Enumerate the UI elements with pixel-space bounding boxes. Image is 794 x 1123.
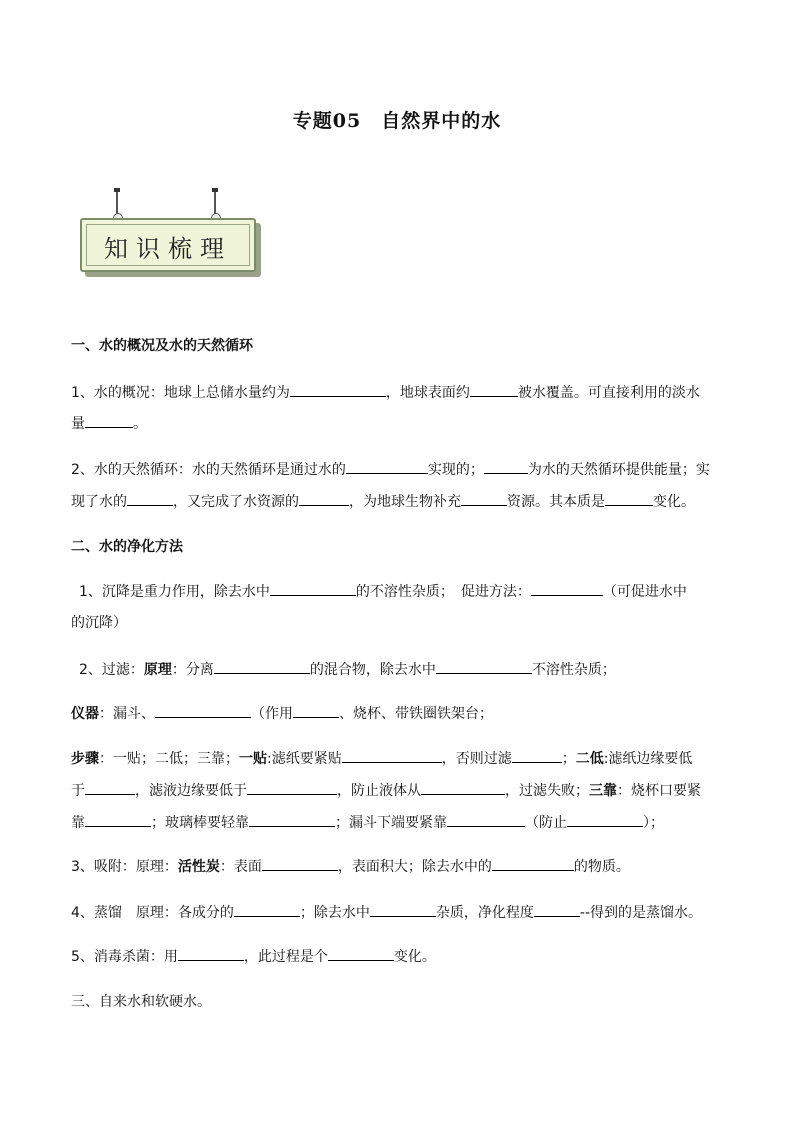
blank — [178, 948, 244, 961]
sign-hook-left — [116, 190, 118, 220]
purify-3: 3、吸附：原理：活性炭：表面 ，表面积大；除去水中的 的物质。 — [71, 859, 630, 875]
blank — [436, 661, 532, 674]
blank — [262, 858, 338, 871]
blank — [270, 583, 356, 596]
blank — [328, 948, 394, 961]
paragraph-2: 2、水的天然循环：水的天然循环是通过水的 实现的； 为水的天然循环提供能量；实 — [71, 462, 710, 478]
purify-1-cont: 的沉降） — [71, 615, 127, 631]
section-3-heading: 三、自来水和软硬水。 — [71, 994, 211, 1010]
blank — [346, 461, 428, 474]
purify-4: 4、蒸馏 原理：各成分的 ；除去水中 杂质，净化程度 --得到的是蒸馏水。 — [71, 905, 703, 921]
page-title: 专题05 自然界中的水 — [292, 110, 502, 132]
blank — [447, 814, 525, 827]
purify-1: 1、沉降是重力作用，除去水中 的不溶性杂质； 促进方法： （可促进水中 — [79, 584, 687, 600]
blank — [234, 904, 300, 917]
blank — [605, 493, 653, 506]
paragraph-2-cont: 现了水的 ，又完成了水资源的 ，为地球生物补充 资源。其本质是 变化。 — [71, 494, 695, 510]
sign-board — [80, 218, 256, 272]
steps-line-2: 于 ，滤液边缘要低于 ，防止液体从 ，过滤失败；三靠：烧杯口要紧 — [71, 783, 701, 799]
blank — [531, 583, 603, 596]
blank — [461, 493, 507, 506]
blank — [85, 814, 151, 827]
blank — [534, 904, 580, 917]
blank — [470, 384, 518, 397]
purify-5: 5、消毒杀菌：用 ，此过程是个 变化。 — [71, 949, 436, 965]
blank — [155, 705, 251, 718]
blank — [290, 384, 386, 397]
blank — [299, 493, 349, 506]
blank — [247, 782, 337, 795]
sign-text: 知识梳理 — [104, 235, 232, 263]
section-1-heading: 一、水的概况及水的天然循环 — [71, 338, 253, 354]
steps-line-3: 靠 ；玻璃棒要轻靠 ；漏斗下端要紧靠 （防止 ）； — [71, 815, 664, 831]
sign-hook-right — [214, 190, 216, 220]
blank — [512, 750, 562, 763]
blank — [127, 493, 173, 506]
blank — [421, 782, 505, 795]
blank — [85, 415, 133, 428]
blank — [249, 814, 335, 827]
blank — [214, 661, 310, 674]
instruments-line: 仪器：漏斗、 （作用 、烧杯、带铁圈铁架台； — [71, 706, 493, 722]
paragraph-1-cont: 量 。 — [71, 416, 147, 432]
blank — [484, 461, 528, 474]
paragraph-1: 1、水的概况：地球上总储水量约为 ，地球表面约 被水覆盖。可直接利用的淡水 — [71, 385, 700, 401]
steps-line-1: 步骤：一贴；二低；三靠；一贴:滤纸要紧贴 ，否则过滤 ；二低:滤纸边缘要低 — [71, 751, 693, 767]
blank — [342, 750, 442, 763]
section-2-heading: 二、水的净化方法 — [71, 539, 183, 555]
purify-2: 2、过滤：原理：分离 的混合物，除去水中 不溶性杂质； — [79, 662, 616, 678]
blank — [492, 858, 574, 871]
blank — [567, 814, 643, 827]
blank — [293, 705, 339, 718]
blank — [85, 782, 135, 795]
blank — [370, 904, 436, 917]
knowledge-sign — [80, 190, 258, 276]
